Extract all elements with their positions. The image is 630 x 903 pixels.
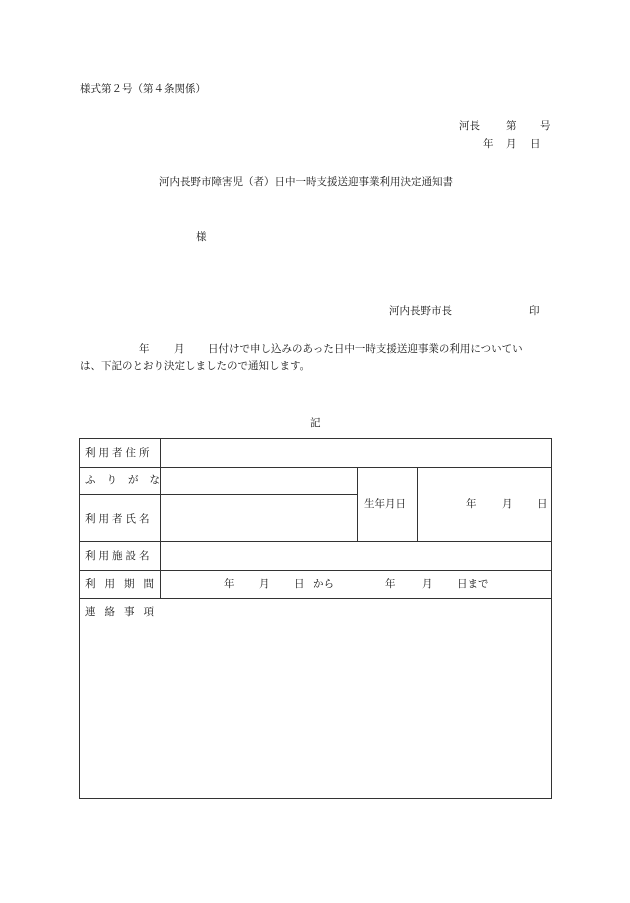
- birth-month: 月: [502, 498, 513, 510]
- birthdate-label: 生年月日: [364, 498, 406, 510]
- body-line2: は、下記のとおり決定しましたので通知します。: [80, 360, 311, 372]
- period-from-day: 日: [294, 578, 305, 590]
- body-line1: 日付けで申し込みのあった日中一時支援送迎事業の利用についてい: [208, 343, 523, 355]
- row-line: [80, 467, 551, 468]
- doc-ref-prefix: 河長: [459, 120, 480, 132]
- row-line: [80, 570, 551, 571]
- name-label: 利用者氏名: [85, 513, 153, 525]
- date-day: 日: [530, 138, 541, 150]
- period-to-month: 月: [422, 578, 433, 590]
- birth-year: 年: [466, 498, 477, 510]
- row-line: [80, 598, 551, 599]
- birth-column-line: [417, 467, 418, 541]
- address-label: 利用者住所: [85, 447, 153, 459]
- furigana-label: ふりがな: [85, 474, 171, 486]
- period-from-year: 年: [224, 578, 235, 590]
- period-label: 利用期間: [85, 578, 163, 590]
- row-line: [80, 494, 357, 495]
- issuer-seal: 印: [529, 305, 540, 317]
- issuer-name: 河内長野市長: [389, 305, 452, 317]
- period-to-day: 日まで: [457, 578, 489, 590]
- ki-heading: 記: [310, 417, 321, 429]
- body-year: 年: [139, 343, 150, 355]
- period-from-suffix: から: [313, 578, 334, 590]
- facility-label: 利用施設名: [85, 550, 153, 562]
- birth-day: 日: [537, 498, 548, 510]
- row-line: [80, 541, 551, 542]
- date-year: 年: [483, 138, 494, 150]
- birth-column-line: [357, 467, 358, 541]
- document-title: 河内長野市障害児（者）日中一時支援送迎事業利用決定通知書: [159, 176, 453, 188]
- doc-ref-dai: 第: [506, 120, 517, 132]
- label-column-line: [160, 439, 161, 598]
- form-number: 様式第２号（第４条関係）: [80, 83, 206, 95]
- date-month: 月: [506, 138, 517, 150]
- body-month: 月: [174, 343, 185, 355]
- doc-ref-go: 号: [540, 120, 551, 132]
- period-to-year: 年: [385, 578, 396, 590]
- notice-table: [79, 438, 552, 799]
- period-from-month: 月: [259, 578, 270, 590]
- addressee-suffix: 様: [196, 231, 207, 243]
- contact-label: 連絡事項: [85, 606, 163, 618]
